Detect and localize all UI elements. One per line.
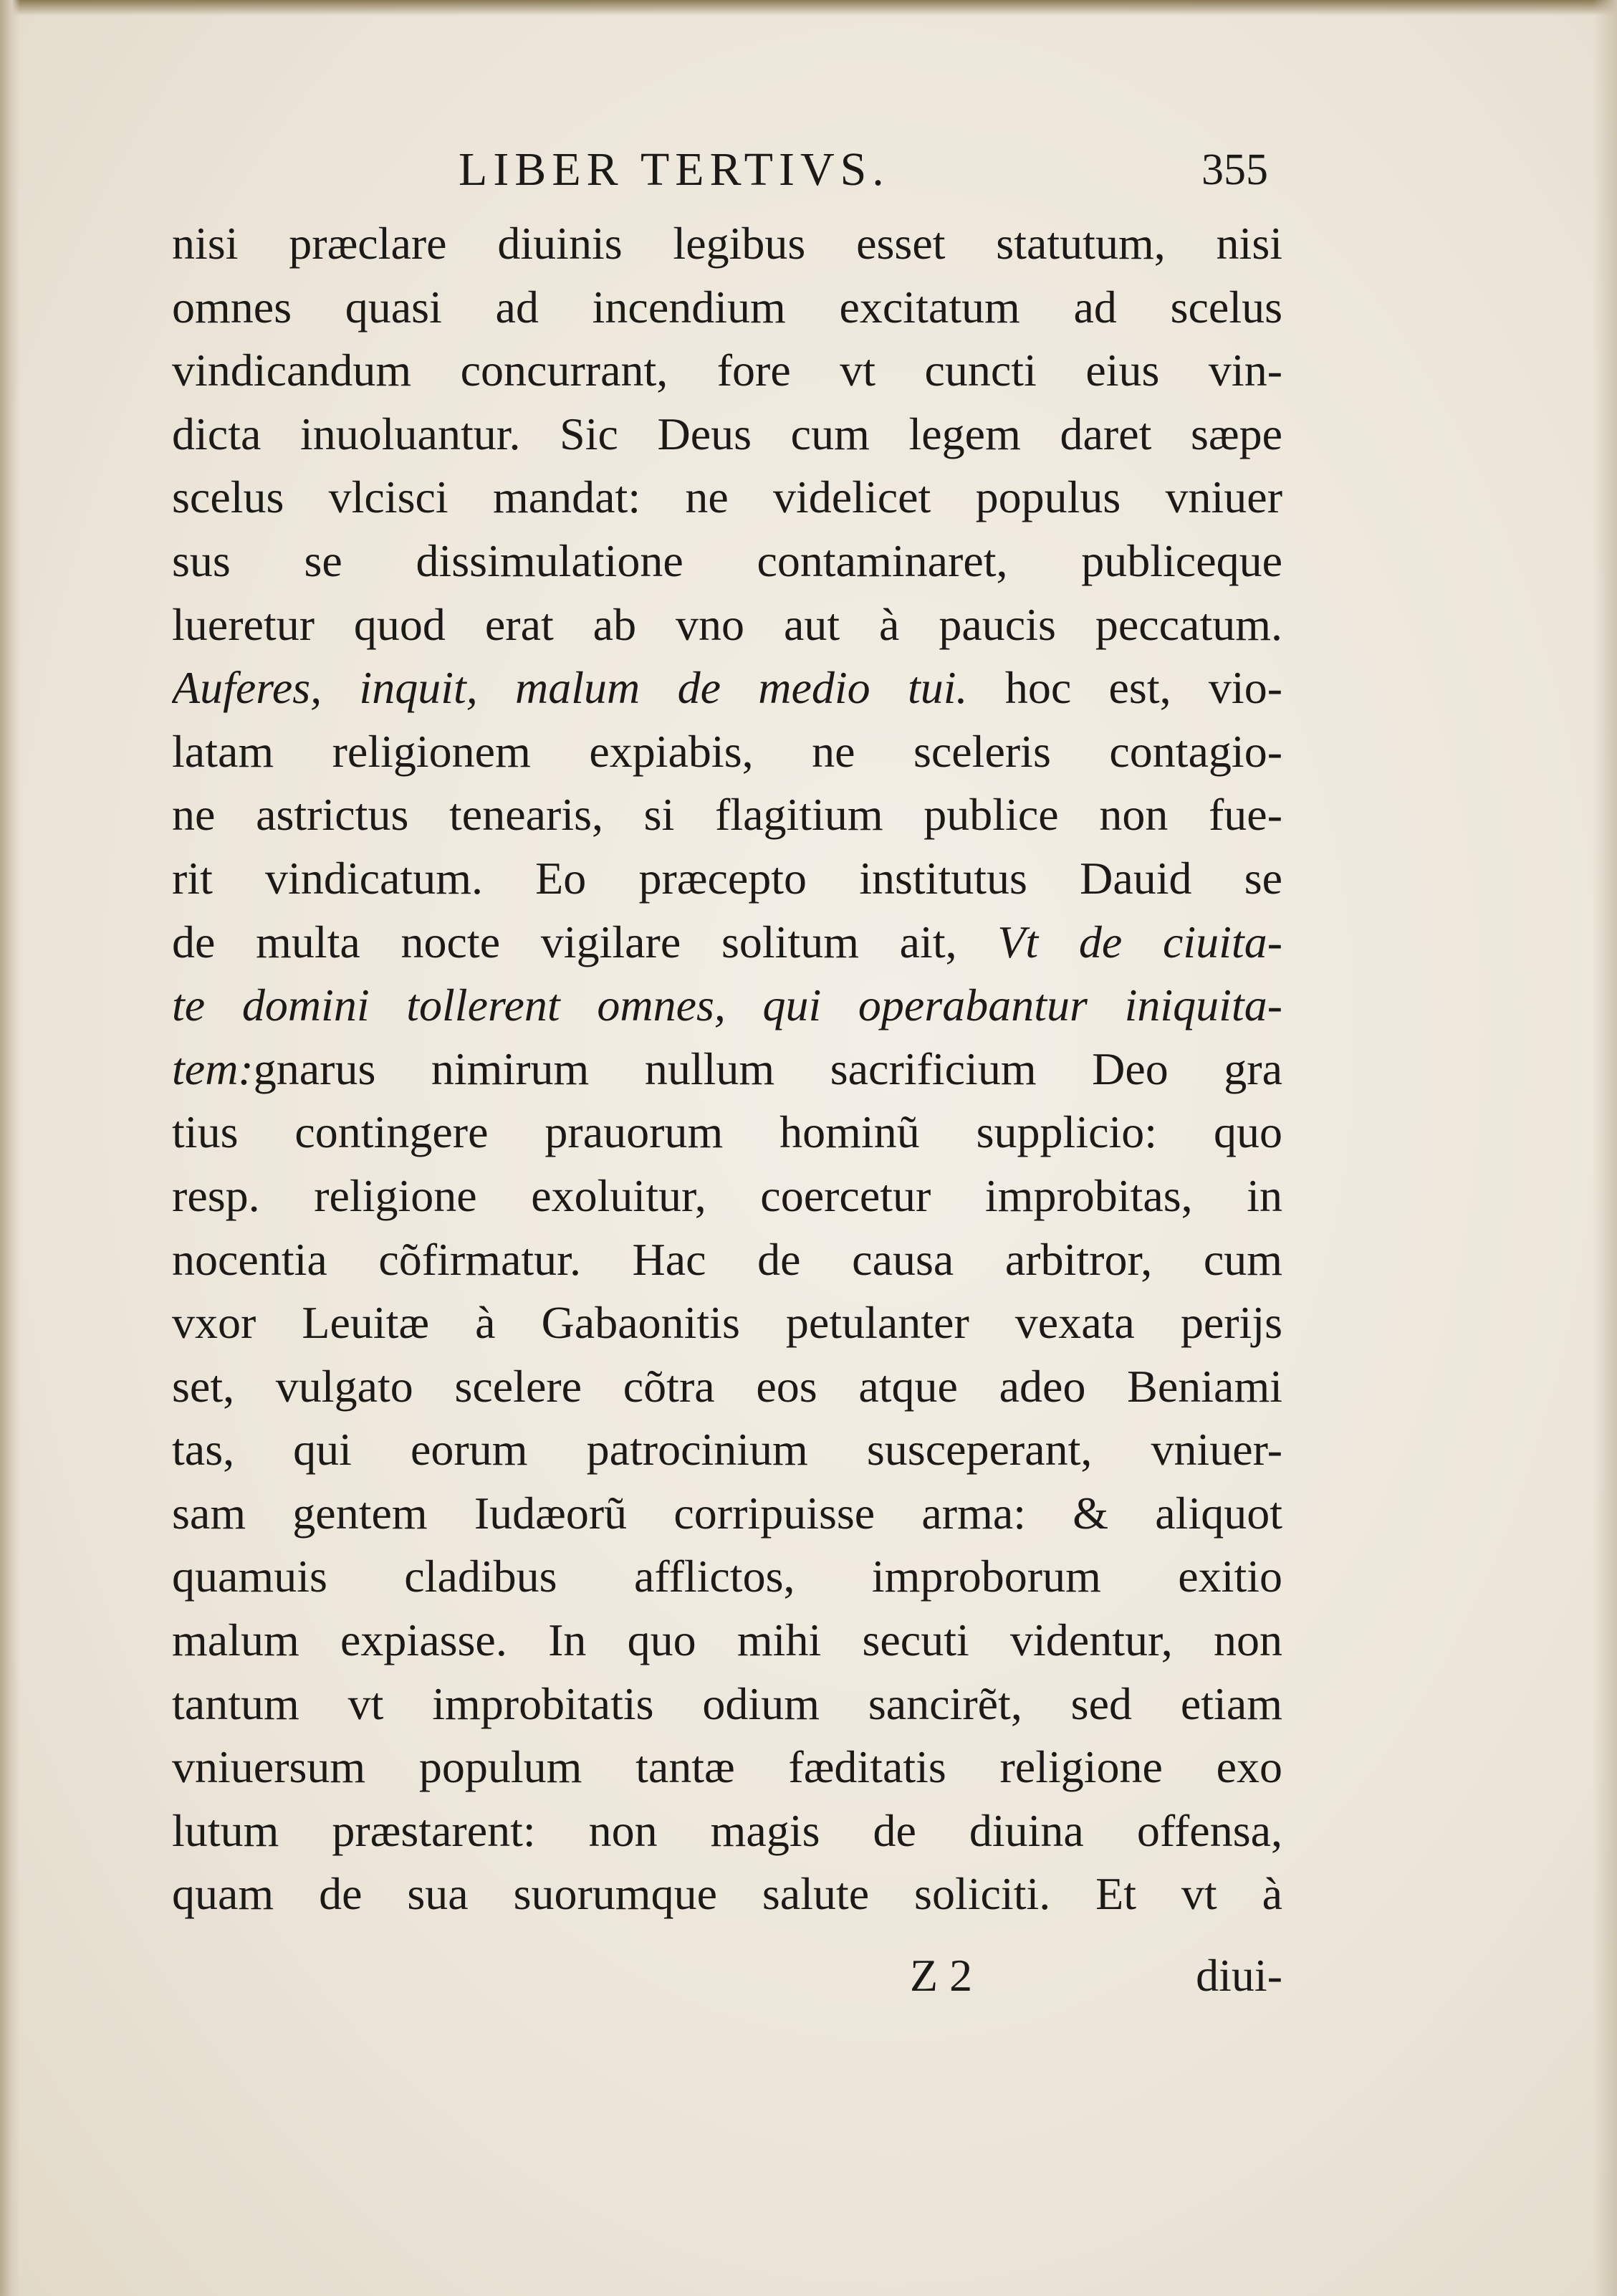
text-line [172,1736,1282,1799]
text-line [172,1291,1282,1355]
roman-text: nocentia cõfirmatur. Hac de causa arbitror, cum [172,1233,1282,1285]
text-line [172,276,1282,340]
page-right-edge [1593,0,1617,2296]
text-line [172,720,1282,784]
text-line [172,1482,1282,1546]
running-title: LIBER TERTIVS. [459,143,890,196]
roman-text: quamuis cladibus afflictos, improborum exitio [172,1551,1282,1602]
text-line [172,1545,1282,1609]
page-gutter-shadow [0,0,20,2296]
roman-text: resp. religione exoluitur, coercetur improbitas, in [172,1169,1282,1221]
page-number: 355 [1201,145,1268,194]
body-text [172,212,1282,1926]
roman-text: dicta inuoluantur. Sic Deus cum legem daret sæpe [172,408,1282,459]
text-line [172,466,1282,530]
roman-text: lutum præstarent: non magis de diuina offensa, [172,1804,1282,1856]
page-header [459,138,1282,202]
text-line [172,593,1282,657]
text-line [172,974,1282,1038]
text-line [172,911,1282,975]
roman-text: malum expiasse. In quo mihi secuti videntur, non [172,1615,1282,1666]
text-line [172,530,1282,593]
italic-text: Vt de ciuita- [997,916,1282,967]
text-line [172,1418,1282,1482]
catchword: diui- [1196,1950,1282,2001]
roman-text: tantum vt improbitatis odium sancirẽt, sed etiam [172,1678,1282,1729]
roman-text: de multa nocte vigilare solitum ait, [172,916,998,967]
roman-text: hoc est, vio- [967,662,1282,714]
roman-text: sus se dissimulatione contaminaret, publiceque [172,535,1282,586]
text-line [172,783,1282,847]
text-line [172,1101,1282,1164]
text-line [172,1673,1282,1736]
signature-mark: Z 2 [910,1950,973,2001]
roman-text: latam religionem expiabis, ne sceleris contagio- [172,725,1282,777]
roman-text: gnarus nimirum nullum sacrificium Deo gra [253,1043,1282,1094]
text-line [172,1038,1282,1101]
italic-text: te domini tollerent omnes, qui operabantur iniquita- [172,980,1282,1031]
text-line [172,403,1282,467]
text-line [172,339,1282,403]
roman-text: scelus vlcisci mandat: ne videlicet populus vniuer [172,472,1282,523]
italic-text: Auferes, inquit, malum de medio tui. [172,662,968,714]
roman-text: quam de sua suorumque salute soliciti. Et vt à [172,1868,1282,1920]
text-line [172,656,1282,720]
text-line [172,1355,1282,1419]
roman-text: ne astrictus tenearis, si flagitium publice non fue- [172,789,1282,841]
text-line [172,1228,1282,1292]
text-line [172,1862,1282,1926]
roman-text: vniuersum populum tantæ fæditatis religione exo [172,1741,1282,1793]
page-footer [172,1943,1282,2008]
text-line [172,1799,1282,1863]
text-line [172,1609,1282,1673]
text-line [172,212,1282,276]
roman-text: lueretur quod erat ab vno aut à paucis peccatum. [172,598,1282,650]
roman-text: sam gentem Iudæorũ corripuisse arma: & aliquot [172,1487,1282,1539]
italic-text: tem: [172,1043,254,1094]
text-line [172,847,1282,911]
page-top-edge [0,0,1617,16]
roman-text: tas, qui eorum patrocinium susceperant, vniuer- [172,1424,1282,1475]
roman-text: nisi præclare diuinis legibus esset statutum, nisi [172,218,1282,269]
roman-text: omnes quasi ad incendium excitatum ad scelus [172,281,1282,333]
text-line [172,1164,1282,1228]
roman-text: vindicandum concurrant, fore vt cuncti eius vin- [172,345,1282,396]
roman-text: tius contingere prauorum hominũ supplicio: quo [172,1106,1282,1158]
roman-text: rit vindicatum. Eo præcepto institutus Dauid se [172,852,1282,904]
roman-text: vxor Leuitæ à Gabaonitis petulanter vexata perijs [172,1297,1282,1349]
roman-text: set, vulgato scelere cõtra eos atque adeo Beniami [172,1360,1282,1412]
